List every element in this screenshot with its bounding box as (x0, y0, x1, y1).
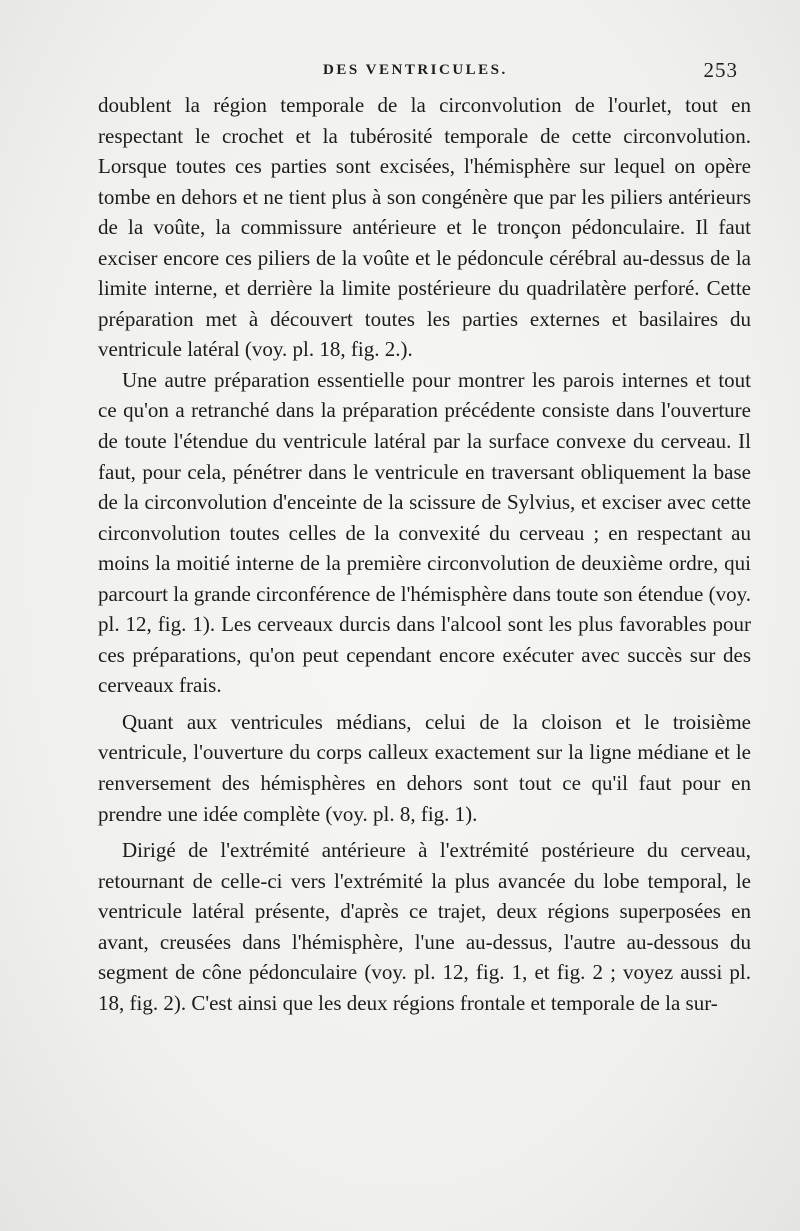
page-header (98, 58, 738, 88)
paragraph: Quant aux ventricules médians, celui de la cloison et le troisième ventricule, l'ouverture du corps calleux exactement sur la ligne médiane et le renversement des hémisphères en dehors sont tout ce qu'il faut pour en prendre une idée complète (voy. pl. 8, fig. 1). (98, 709, 751, 826)
running-head: DES VENTRICULES. (323, 62, 508, 78)
paragraph: Dirigé de l'extrémité antérieure à l'extrémité postérieure du cerveau, retournant de celle-ci vers l'extrémité la plus avancée du lobe temporal, le ventricule latéral présente, d'après ce trajet, deux régions superposées en avant, creusées dans l'hémisphère, l'une au-dessus, l'autre au-dessous du segment de cône pédonculaire (voy. pl. 12, fig. 1, et fig. 2 ; voyez aussi pl. 18, fig. 2). C'est ainsi que les deux régions frontale et temporale de la sur- (98, 838, 751, 1015)
page-number: 253 (703, 58, 738, 82)
paragraph: doublent la région temporale de la circonvolution de l'ourlet, tout en respectant le crochet et la tubérosité temporale de cette circonvolution. Lorsque toutes ces parties sont excisées, l'hémisphère sur lequel on opère tombe en dehors et ne tient plus à son congénère que par les piliers antérieurs de la voûte, la commissure antérieure et le tronçon pédonculaire. Il faut exciser encore ces piliers de la voûte et le pédoncule cérébral au-dessus de la limite interne, et derrière la limite postérieure du quadrilatère perforé. Cette préparation met à découvert toutes les parties externes et basilaires du ventricule latéral (voy. pl. 18, fig. 2.). (98, 93, 751, 362)
paragraph: Une autre préparation essentielle pour montrer les parois internes et tout ce qu'on a retranché dans la préparation précédente consiste dans l'ouverture de toute l'étendue du ventricule latéral par la surface convexe du cerveau. Il faut, pour cela, pénétrer dans le ventricule en traversant obliquement la base de la circonvolution d'enceinte de la scissure de Sylvius, et exciser avec cette circonvolution toutes celles de la convexité du cerveau ; en respectant au moins la moitié interne de la première circonvolution de deuxième ordre, qui parcourt la grande circonférence de l'hémisphère dans toute son étendue (voy. pl. 12, fig. 1). Les cerveaux durcis dans l'alcool sont les plus favorables pour ces préparations, qu'on peut cependant encore exécuter avec succès sur des cerveaux frais. (98, 367, 751, 698)
body-text (98, 90, 751, 1018)
